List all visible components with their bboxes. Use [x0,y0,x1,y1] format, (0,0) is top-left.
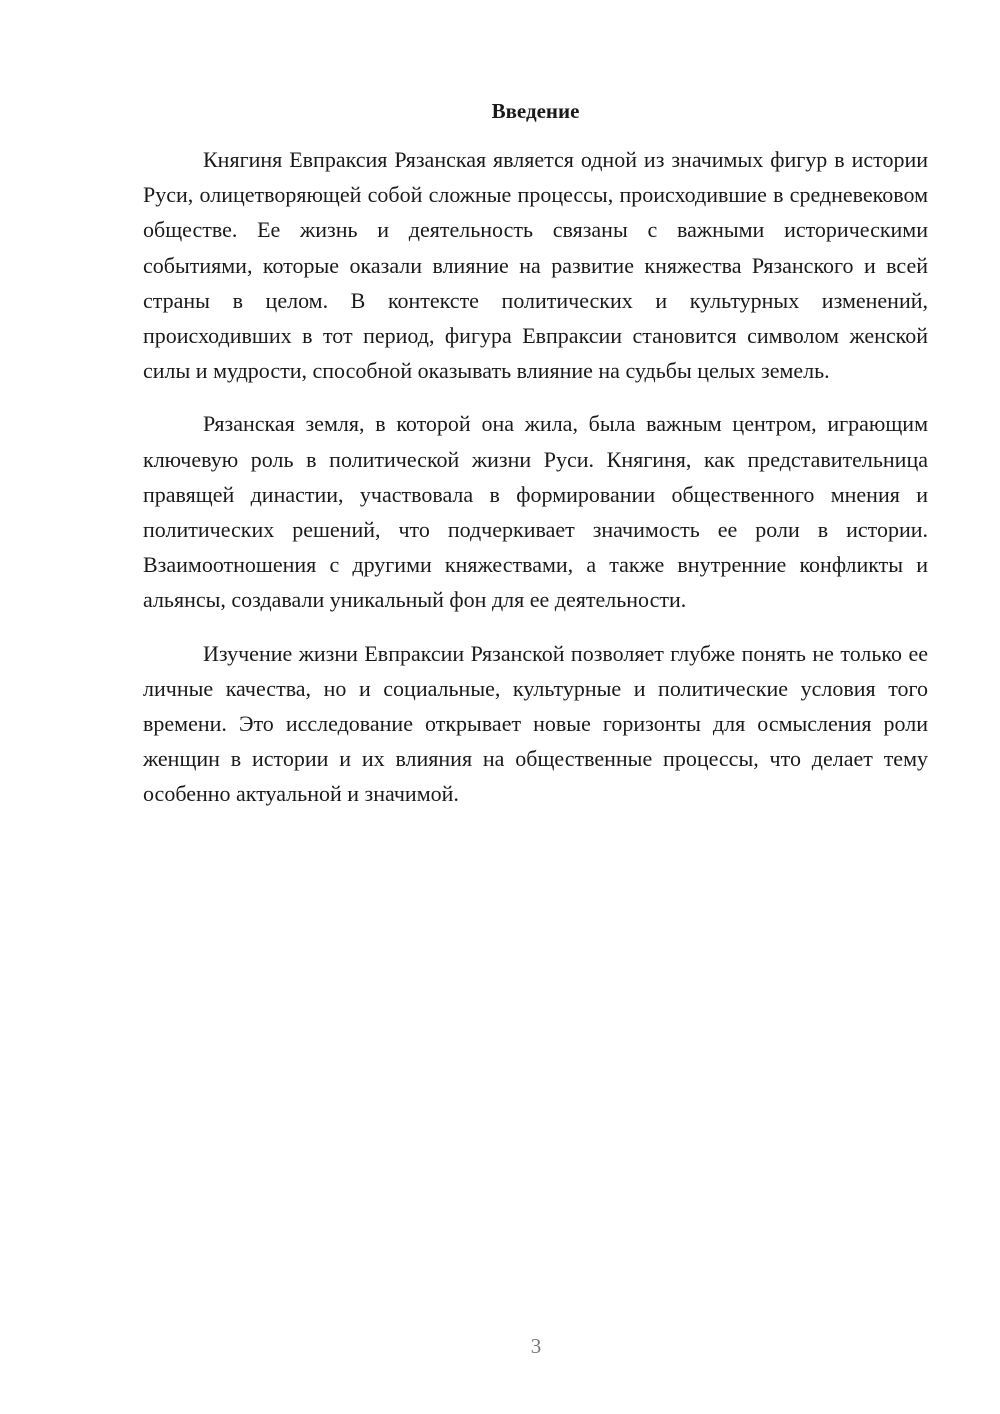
page-number: 3 [530,1334,542,1358]
paragraph-1: Княгиня Евпраксия Рязанская является одной из значимых фигур в истории Руси, олицетворяющей собой сложные процессы, происходившие в средневековом обществе. Ее жизнь и деятельность связаны с важными историческими событиями, которые оказали влияние на развитие княжества Рязанского и всей страны в целом. В контексте политических и культурных изменений, происходивших в тот период, фигура Евпраксии становится символом женской силы и мудрости, способной оказывать влияние на судьбы целых земель. [143,147,928,384]
paragraph-2: Рязанская земля, в которой она жила, была важным центром, играющим ключевую роль в политической жизни Руси. Княгиня, как представительница правящей династии, участвовала в формировании общественного мнения и политических решений, что подчеркивает значимость ее роли в истории. Взаимоотношения с другими княжествами, а также внутренние конфликты и альянсы, создавали уникальный фон для ее деятельности. [143,411,928,613]
body-text [143,142,928,830]
section-heading: Введение [491,99,580,123]
paragraph-3: Изучение жизни Евпраксии Рязанской позволяет глубже понять не только ее личные качества, но и социальные, культурные и политические условия того времени. Это исследование открывает новые горизонты для осмысления роли женщин в истории и их влияния на общественные процессы, что делает тему особенно актуальной и значимой. [143,640,928,807]
